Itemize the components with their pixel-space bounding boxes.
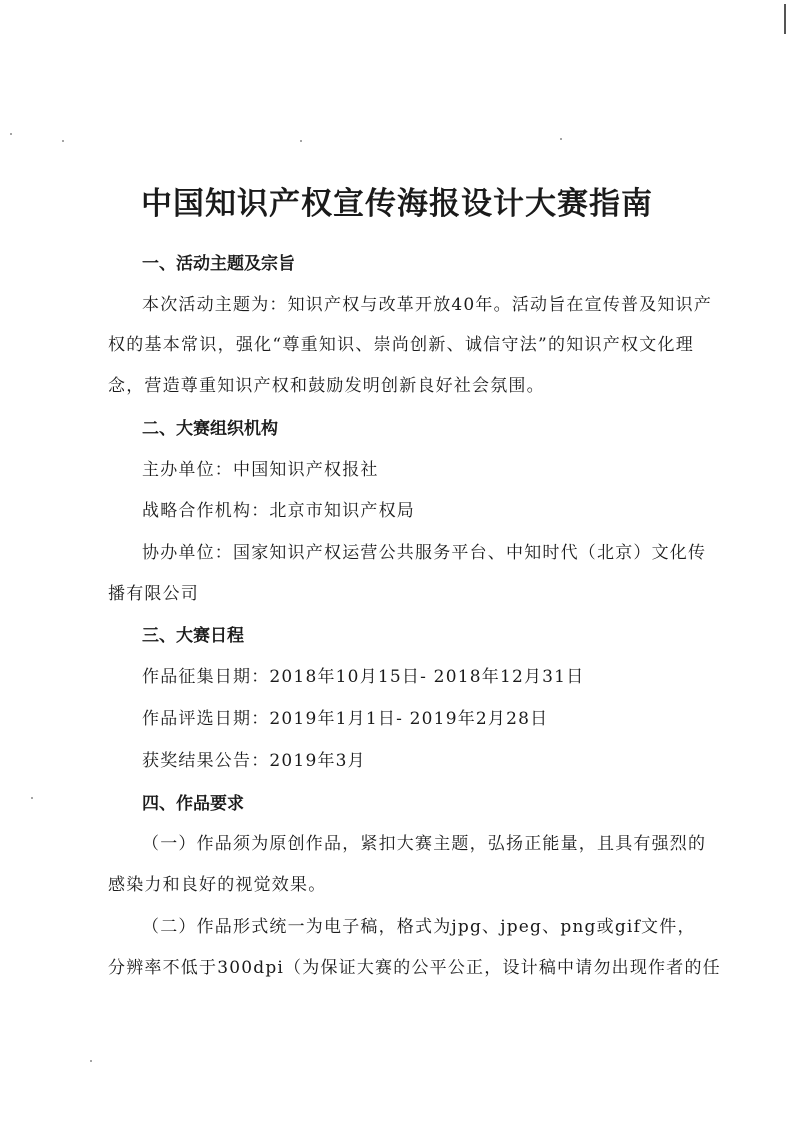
scan-speck [31,797,33,799]
paragraph-line: 主办单位：中国知识产权报社 [142,460,379,480]
paragraph-line: 战略合作机构：北京市知识产权局 [142,501,415,521]
section-heading-theme: 一、活动主题及宗旨 [142,254,295,274]
paragraph-line: 播有限公司 [108,584,199,604]
paragraph-line: （二）作品形式统一为电子稿，格式为jpg、jpeg、png或gif文件， [142,917,696,937]
schedule-announcement: 获奖结果公告：2019年3月 [142,751,366,771]
section-heading-schedule: 三、大赛日程 [142,626,244,646]
page-title: 中国知识产权宣传海报设计大赛指南 [141,186,653,222]
schedule-submission: 作品征集日期：2018年10月15日- 2018年12月31日 [142,667,585,687]
paragraph-line: 协办单位：国家知识产权运营公共服务平台、中知时代（北京）文化传 [142,543,707,563]
schedule-review: 作品评选日期：2019年1月1日- 2019年2月28日 [142,709,549,729]
paragraph-line: 念，营造尊重知识产权和鼓励发明创新良好社会氛围。 [108,376,545,396]
scan-edge-mark [784,4,786,34]
paragraph-line: 分辨率不低于300dpi（为保证大赛的公平公正，设计稿中请勿出现作者的任 [108,958,721,978]
scan-speck [560,138,562,140]
paragraph-line: 权的基本常识，强化“尊重知识、崇尚创新、诚信守法”的知识产权文化理 [108,335,694,355]
scan-speck [10,133,12,135]
scan-speck [62,140,64,142]
paragraph-line: （一）作品须为原创作品，紧扣大赛主题，弘扬正能量，且具有强烈的 [142,834,707,854]
scan-speck [90,1060,92,1062]
section-heading-organization: 二、大赛组织机构 [142,419,278,439]
section-heading-requirements: 四、作品要求 [142,794,244,814]
scan-speck [300,140,302,142]
paragraph-line: 本次活动主题为：知识产权与改革开放40年。活动旨在宣传普及知识产 [142,295,713,315]
paragraph-line: 感染力和良好的视觉效果。 [108,875,327,895]
